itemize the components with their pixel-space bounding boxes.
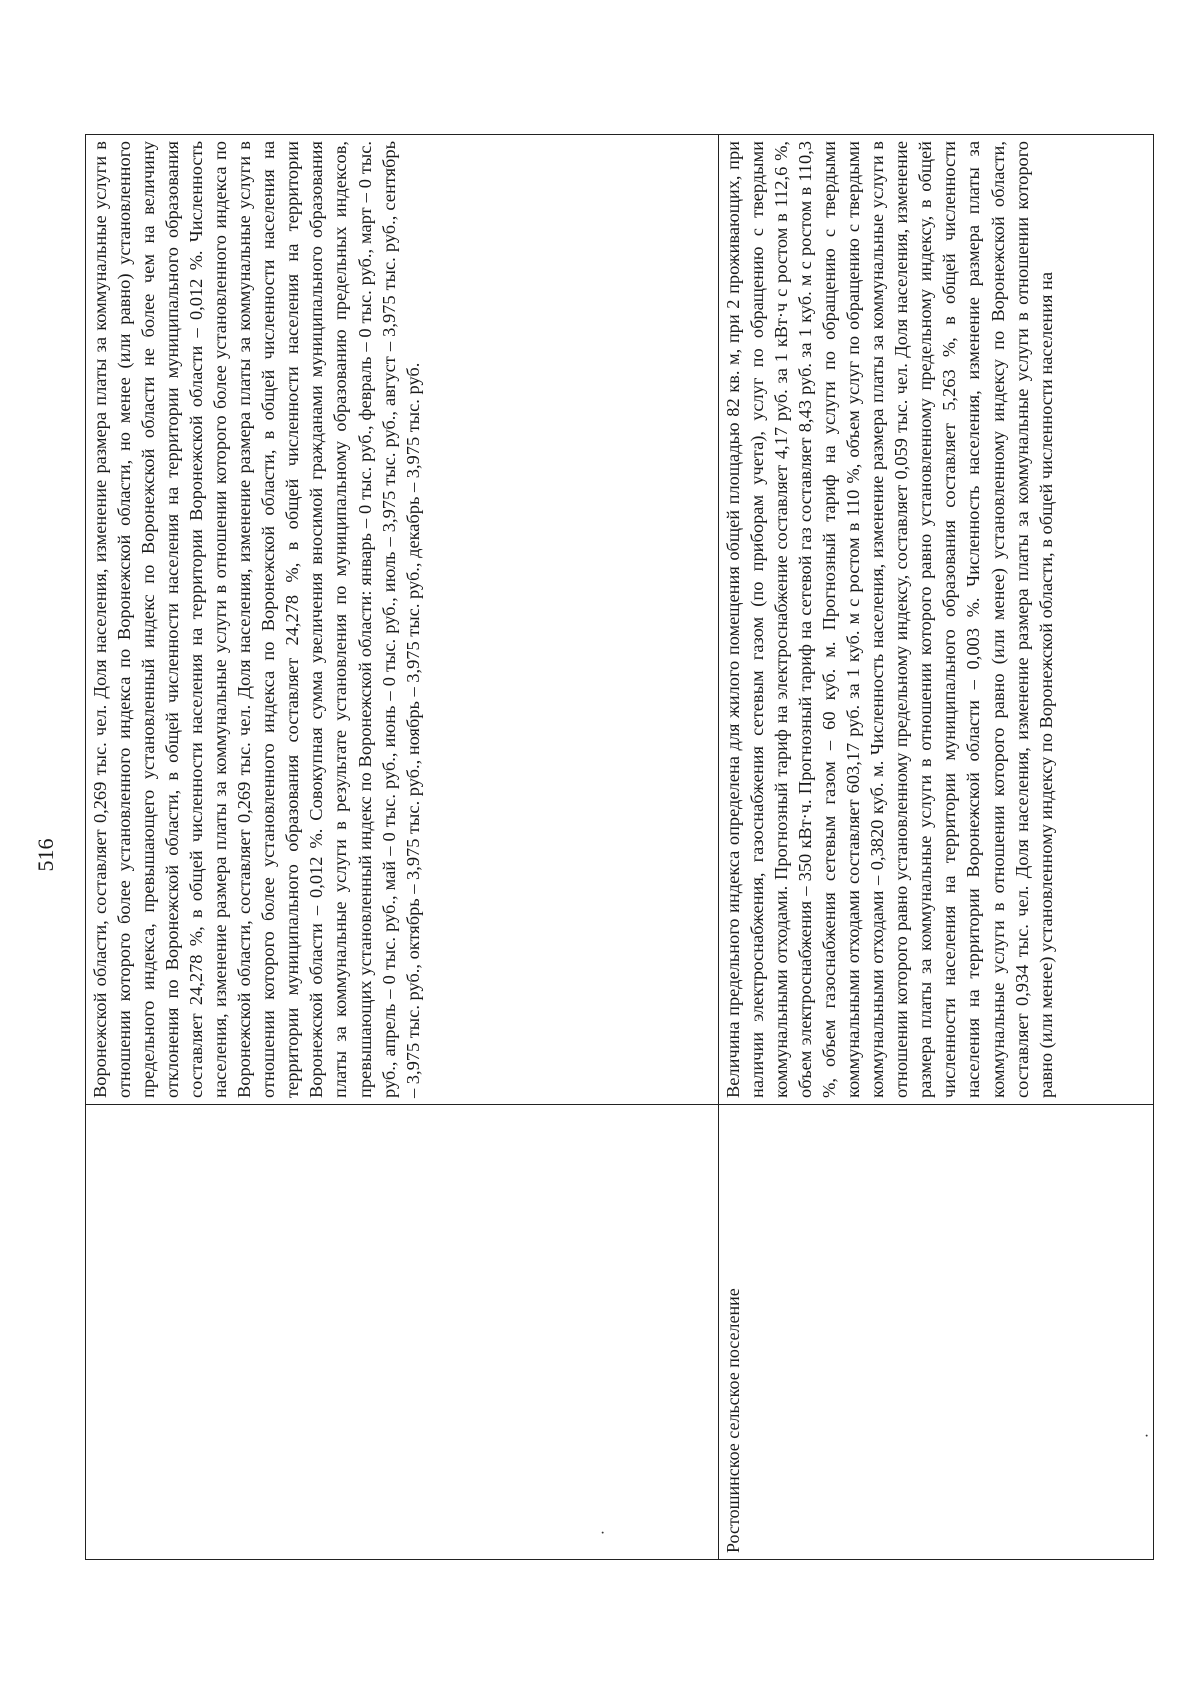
municipality-name-cell: Ростошинское сельское поселение xyxy=(719,1105,1154,1560)
scan-dot: · xyxy=(600,1525,606,1542)
table-row xyxy=(719,135,1154,1560)
page-number: 516 xyxy=(33,838,58,872)
rotated-page xyxy=(0,125,1200,1585)
description-cell: Величина предельного индекса определена для жилого помещения общей площадью 82 кв. м, при 2 проживающих, при наличии электроснабжения, газоснабжения сетевым газом (по приборам учета), услуг по обращению с твердыми коммунальными отходами. Прогнозный тариф на электроснабжение составляет 4,17 руб. за 1 кВт·ч с ростом в 112,6 %, объем электроснабжения – 350 кВт·ч. Прогнозный тариф на сетевой газ составляет 8,43 руб. за 1 куб. м с ростом в 110,3 %, объем газоснабжения сетевым газом – 60 куб. м. Прогнозный тариф на услуги по обращению с твердыми коммунальными отходами составляет 603,17 руб. за 1 куб. м с ростом в 110 %, объем услуг по обращению с твердыми коммунальными отходами – 0,3820 куб. м. Численность населения, изменение размера платы за коммунальные услуги в отношении которого равно установленному предельному индексу, составляет 0,059 тыс. чел. Доля населения, изменение размера платы за коммунальные услуги в отношении которого равно установленному предельному индексу, в общей численности населения на территории муниципального образования составляет 5,263 %, в общей численности населения на территории Воронежской области – 0,003 %. Численность населения, изменение размера платы за коммунальные услуги в отношении которого равно (или менее) установленному индексу по Воронежской области, составляет 0,934 тыс. чел. Доля населения, изменение размера платы за коммунальные услуги в отношении которого равно (или менее) установленному индексу по Воронежской области, в общей численности населения на xyxy=(719,135,1154,1105)
scan-dot: · xyxy=(1144,1428,1150,1445)
document-table xyxy=(85,134,1154,1560)
municipality-name-cell xyxy=(86,1105,719,1560)
description-cell: Воронежской области, составляет 0,269 тыс. чел. Доля населения, изменение размера платы за коммунальные услуги в отношении которого более установленного индекса по Воронежской области, но менее (или равно) установленного предельного индекса, превышающего установленный индекс по Воронежской области не более чем на величину отклонения по Воронежской области, в общей численности населения на территории муниципального образования составляет 24,278 %, в общей численности населения на территории Воронежской области – 0,012 %. Численность населения, изменение размера платы за коммунальные услуги в отношении которого более установленного индекса по Воронежской области, составляет 0,269 тыс. чел. Доля населения, изменение размера платы за коммунальные услуги в отношении которого более установленного индекса по Воронежской области, в общей численности населения на территории муниципального образования составляет 24,278 %, в общей численности населения на территории Воронежской области – 0,012 %. Совокупная сумма увеличения вносимой гражданами муниципального образования платы за коммунальные услуги в результате установления по муниципальному образованию предельных индексов, превышающих установленный индекс по Воронежской области: январь – 0 тыс. руб., февраль – 0 тыс. руб., март – 0 тыс. руб., апрель – 0 тыс. руб., май – 0 тыс. руб., июнь – 0 тыс. руб., июль – 3,975 тыс. руб., август – 3,975 тыс. руб., сентябрь – 3,975 тыс. руб., октябрь – 3,975 тыс. руб., ноябрь – 3,975 тыс. руб., декабрь – 3,975 тыс. руб. xyxy=(86,135,719,1105)
table-row xyxy=(86,135,719,1560)
